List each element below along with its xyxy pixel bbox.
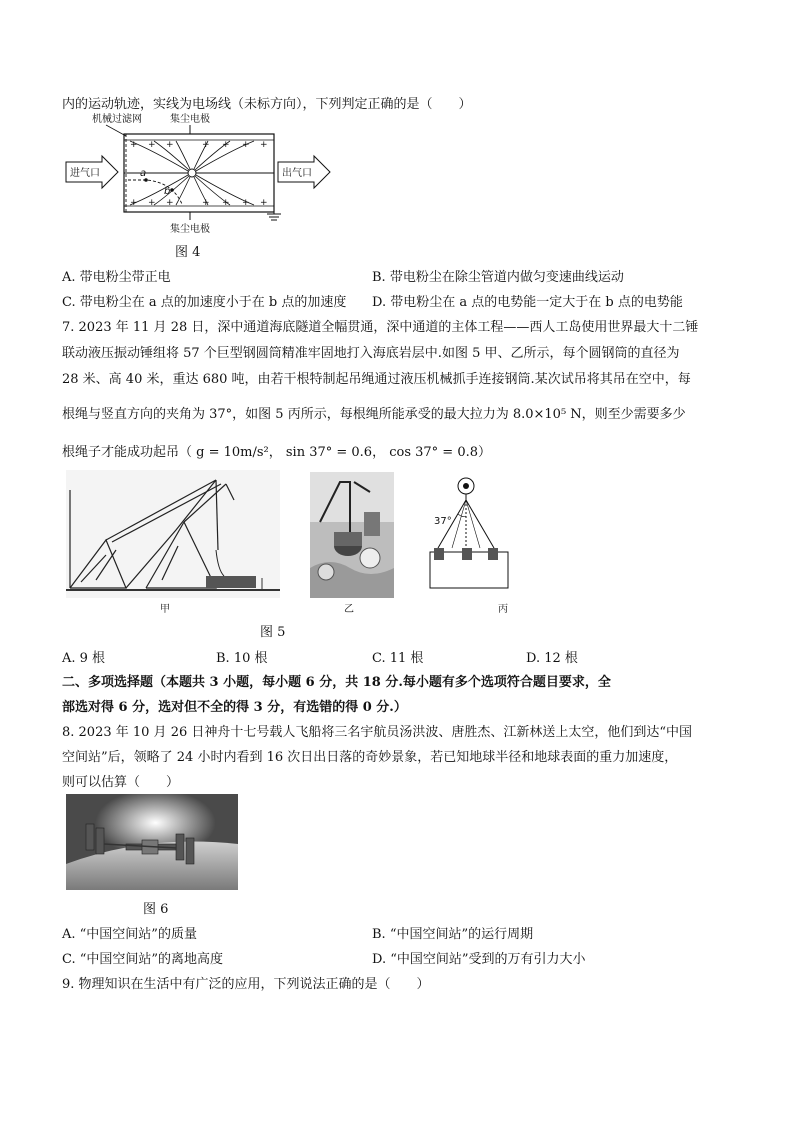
figure-5-yi-photo [310,472,394,598]
svg-text:+: + [202,140,210,150]
figure-5-bing-label: 丙 [498,604,508,615]
q7-line-5: 根绳子才能成功起吊（ g = 10m/s²， sin 37° = 0.6， cos 37° = 0.8） [62,445,492,460]
figure-6-space-station-photo [66,794,238,890]
svg-text:+: + [166,140,174,150]
point-b: b [164,186,171,197]
figure-5-jia-cranes-photo [66,470,280,598]
q7-option-a[interactable]: A. 9 根 [62,651,106,666]
svg-text:+: + [148,198,156,208]
q7-line-2: 联动液压振动锤组将 57 个巨型钢圆筒精准牢固地打入海底岩层中.如图 5 甲、乙所示，每个圆钢筒的直径为 [62,346,680,361]
q8-option-a[interactable]: A. “中国空间站”的质量 [62,927,197,942]
label-bottom-electrode: 集尘电极 [170,224,210,235]
figure-6-caption: 图 6 [143,902,169,917]
figure-5-caption: 图 5 [260,625,286,640]
label-inlet: 进气口 [70,168,100,179]
q8-option-d[interactable]: D. “中国空间站”受到的万有引力大小 [372,952,586,967]
q6-option-c[interactable]: C. 带电粉尘在 a 点的加速度小于在 b 点的加速度 [62,295,347,310]
q7-line-4: 根绳与竖直方向的夹角为 37°，如图 5 丙所示，每根绳所能承受的最大拉力为 8.0×10⁵ N，则至少需要多少 [62,407,686,422]
svg-text:+: + [260,140,268,150]
section-2-heading-line-2: 部选对得 6 分，选对但不全的得 3 分，有选错的得 0 分.） [62,700,407,715]
figure-5-yi-label: 乙 [344,604,354,615]
figure-4-caption: 图 4 [175,245,201,260]
point-a: a [140,168,147,179]
q8-line-2: 空间站”后，领略了 24 小时内看到 16 次日出日落的奇妙景象，若已知地球半径和地球表面的重力加速度， [62,750,678,765]
q7-option-b[interactable]: B. 10 根 [216,651,268,666]
figure-5-bing-schematic [424,474,520,598]
q8-option-b[interactable]: B. “中国空间站”的运行周期 [372,927,534,942]
svg-text:+: + [242,140,250,150]
q6-stem: 内的运动轨迹，实线为电场线（未标方向），下列判定正确的是（ ） [62,97,472,112]
angle-label: 37° [434,516,452,527]
svg-text:+: + [166,198,174,208]
q7-line-1: 7. 2023 年 11 月 28 日，深中通道海底隧道全幅贯通，深中通道的主体工程——西人工岛使用世界最大十二锤 [62,320,699,335]
svg-text:+: + [222,198,230,208]
svg-text:+: + [130,198,138,208]
q7-line-3: 28 米、高 40 米，重达 680 吨，由若干根特制起吊绳通过液压机械抓手连接钢筒.某次试吊将其吊在空中，每 [62,372,691,387]
q6-option-b[interactable]: B. 带电粉尘在除尘管道内做匀变速曲线运动 [372,270,624,285]
q8-line-1: 8. 2023 年 10 月 26 日神舟十七号载人飞船将三名宇航员汤洪波、唐胜杰、江新林送上太空，他们到达“中国 [62,725,693,740]
q7-option-d[interactable]: D. 12 根 [526,651,578,666]
label-filter: 机械过滤网 [92,114,142,125]
q8-option-c[interactable]: C. “中国空间站”的离地高度 [62,952,224,967]
svg-text:+: + [242,198,250,208]
q7-option-c[interactable]: C. 11 根 [372,651,424,666]
q6-option-d[interactable]: D. 带电粉尘在 a 点的电势能一定大于在 b 点的电势能 [372,295,683,310]
svg-text:+: + [260,198,268,208]
q6-option-a[interactable]: A. 带电粉尘带正电 [62,270,171,285]
label-outlet: 出气口 [282,168,312,179]
figure-5-jia-label: 甲 [160,604,170,615]
q8-line-3: 则可以估算（ ） [62,775,180,790]
section-2-heading-line-1: 二、多项选择题（本题共 3 小题，每小题 6 分，共 18 分.每小题有多个选项符合题目要求，全 [62,675,611,690]
label-top-electrode: 集尘电极 [170,114,210,125]
svg-text:+: + [222,140,230,150]
figure-4-precipitator [62,110,332,238]
svg-text:+: + [148,140,156,150]
q9-line-1: 9. 物理知识在生活中有广泛的应用，下列说法正确的是（ ） [62,977,430,992]
svg-text:+: + [202,198,210,208]
svg-text:+: + [130,140,138,150]
